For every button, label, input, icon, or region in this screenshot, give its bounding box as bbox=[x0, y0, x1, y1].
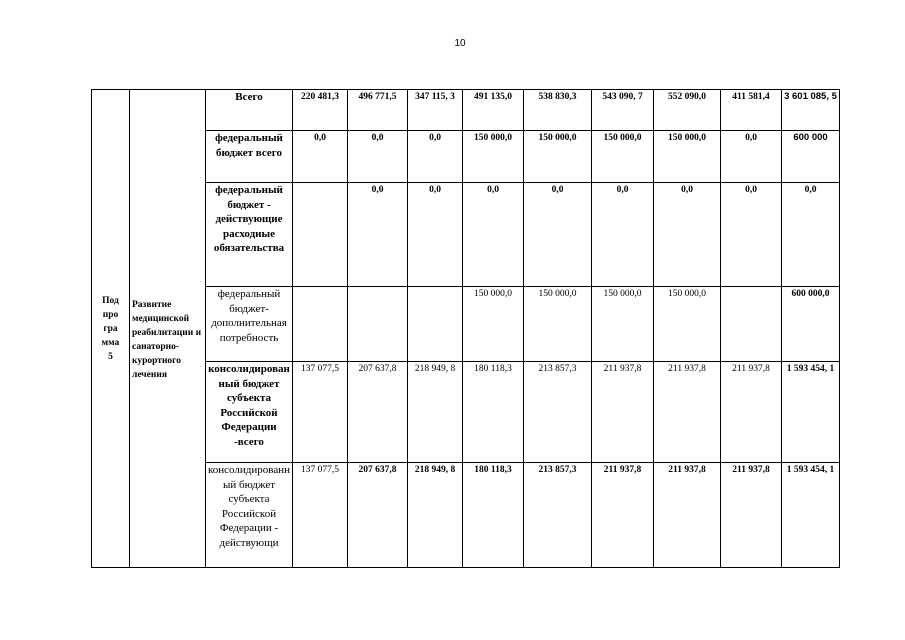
value-cell: 150 000,0 bbox=[592, 287, 654, 362]
value-cell: 211 937,8 bbox=[721, 463, 782, 568]
subprogram-label-line: про bbox=[102, 309, 119, 320]
value-cell: 180 118,3 bbox=[463, 362, 524, 463]
value-cell: 0,0 bbox=[293, 131, 348, 183]
total-cell: 1 593 454, 1 bbox=[782, 362, 840, 463]
value-cell bbox=[721, 287, 782, 362]
total-cell: 600 000,0 bbox=[782, 287, 840, 362]
value-cell: 0,0 bbox=[721, 183, 782, 287]
subprogram-label-line: Под bbox=[102, 295, 119, 306]
value-cell: 150 000,0 bbox=[463, 287, 524, 362]
value-cell: 347 115, 3 bbox=[408, 90, 463, 131]
value-cell: 211 937,8 bbox=[592, 362, 654, 463]
value-cell: 211 937,8 bbox=[592, 463, 654, 568]
value-cell: 213 857,3 bbox=[524, 463, 592, 568]
subprogram-name-cell bbox=[130, 90, 206, 568]
value-cell: 0,0 bbox=[348, 183, 408, 287]
total-cell: 600 000 bbox=[782, 131, 840, 183]
subprogram-label-line: 5 bbox=[108, 351, 113, 362]
value-cell: 0,0 bbox=[408, 131, 463, 183]
value-cell: 543 090, 7 bbox=[592, 90, 654, 131]
budget-table bbox=[91, 89, 840, 568]
value-cell: 0,0 bbox=[592, 183, 654, 287]
value-cell: 150 000,0 bbox=[654, 287, 721, 362]
total-cell: 1 593 454, 1 bbox=[782, 463, 840, 568]
value-cell: 137 077,5 bbox=[293, 463, 348, 568]
value-cell: 220 481,3 bbox=[293, 90, 348, 131]
value-cell: 218 949, 8 bbox=[408, 362, 463, 463]
value-cell: 137 077,5 bbox=[293, 362, 348, 463]
value-cell: 552 090,0 bbox=[654, 90, 721, 131]
value-cell: 207 637,8 bbox=[348, 463, 408, 568]
value-cell: 0,0 bbox=[408, 183, 463, 287]
value-cell bbox=[408, 287, 463, 362]
value-cell: 0,0 bbox=[348, 131, 408, 183]
value-cell bbox=[293, 287, 348, 362]
value-cell: 0,0 bbox=[463, 183, 524, 287]
value-cell: 218 949, 8 bbox=[408, 463, 463, 568]
source-cell: федеральный бюджет всего bbox=[206, 131, 293, 183]
value-cell: 180 118,3 bbox=[463, 463, 524, 568]
source-cell: федеральный бюджет - действующие расходные обязательства bbox=[206, 183, 293, 287]
value-cell: 150 000,0 bbox=[592, 131, 654, 183]
value-cell: 211 937,8 bbox=[654, 463, 721, 568]
value-cell: 491 135,0 bbox=[463, 90, 524, 131]
source-cell: консолидированный бюджет субъекта Российской Федерации -всего bbox=[206, 362, 293, 463]
value-cell: 213 857,3 bbox=[524, 362, 592, 463]
total-cell: 3 601 085, 5 bbox=[782, 90, 840, 131]
value-cell: 150 000,0 bbox=[654, 131, 721, 183]
page-number: 10 bbox=[454, 38, 466, 49]
value-cell bbox=[348, 287, 408, 362]
value-cell: 0,0 bbox=[524, 183, 592, 287]
value-cell: 538 830,3 bbox=[524, 90, 592, 131]
value-cell: 207 637,8 bbox=[348, 362, 408, 463]
value-cell: 150 000,0 bbox=[463, 131, 524, 183]
value-cell: 211 937,8 bbox=[654, 362, 721, 463]
value-cell: 150 000,0 bbox=[524, 287, 592, 362]
subprogram-name: Развитие медицинской реабилитации и санаторно-курортного лечения bbox=[132, 300, 202, 380]
source-cell: консолидированный бюджет субъекта Российской Федерации - действующи bbox=[206, 463, 293, 568]
subprogram-label-cell bbox=[92, 90, 130, 568]
total-cell: 0,0 bbox=[782, 183, 840, 287]
value-cell: 411 581,4 bbox=[721, 90, 782, 131]
value-cell: 496 771,5 bbox=[348, 90, 408, 131]
value-cell: 0,0 bbox=[721, 131, 782, 183]
value-cell bbox=[293, 183, 348, 287]
value-cell: 0,0 bbox=[654, 183, 721, 287]
table-row bbox=[92, 90, 840, 131]
source-cell: федеральный бюджет-дополнительная потребность bbox=[206, 287, 293, 362]
value-cell: 150 000,0 bbox=[524, 131, 592, 183]
value-cell: 211 937,8 bbox=[721, 362, 782, 463]
subprogram-label-line: мма bbox=[101, 337, 120, 348]
source-cell: Всего bbox=[206, 90, 293, 131]
subprogram-label-line: гра bbox=[103, 323, 118, 334]
